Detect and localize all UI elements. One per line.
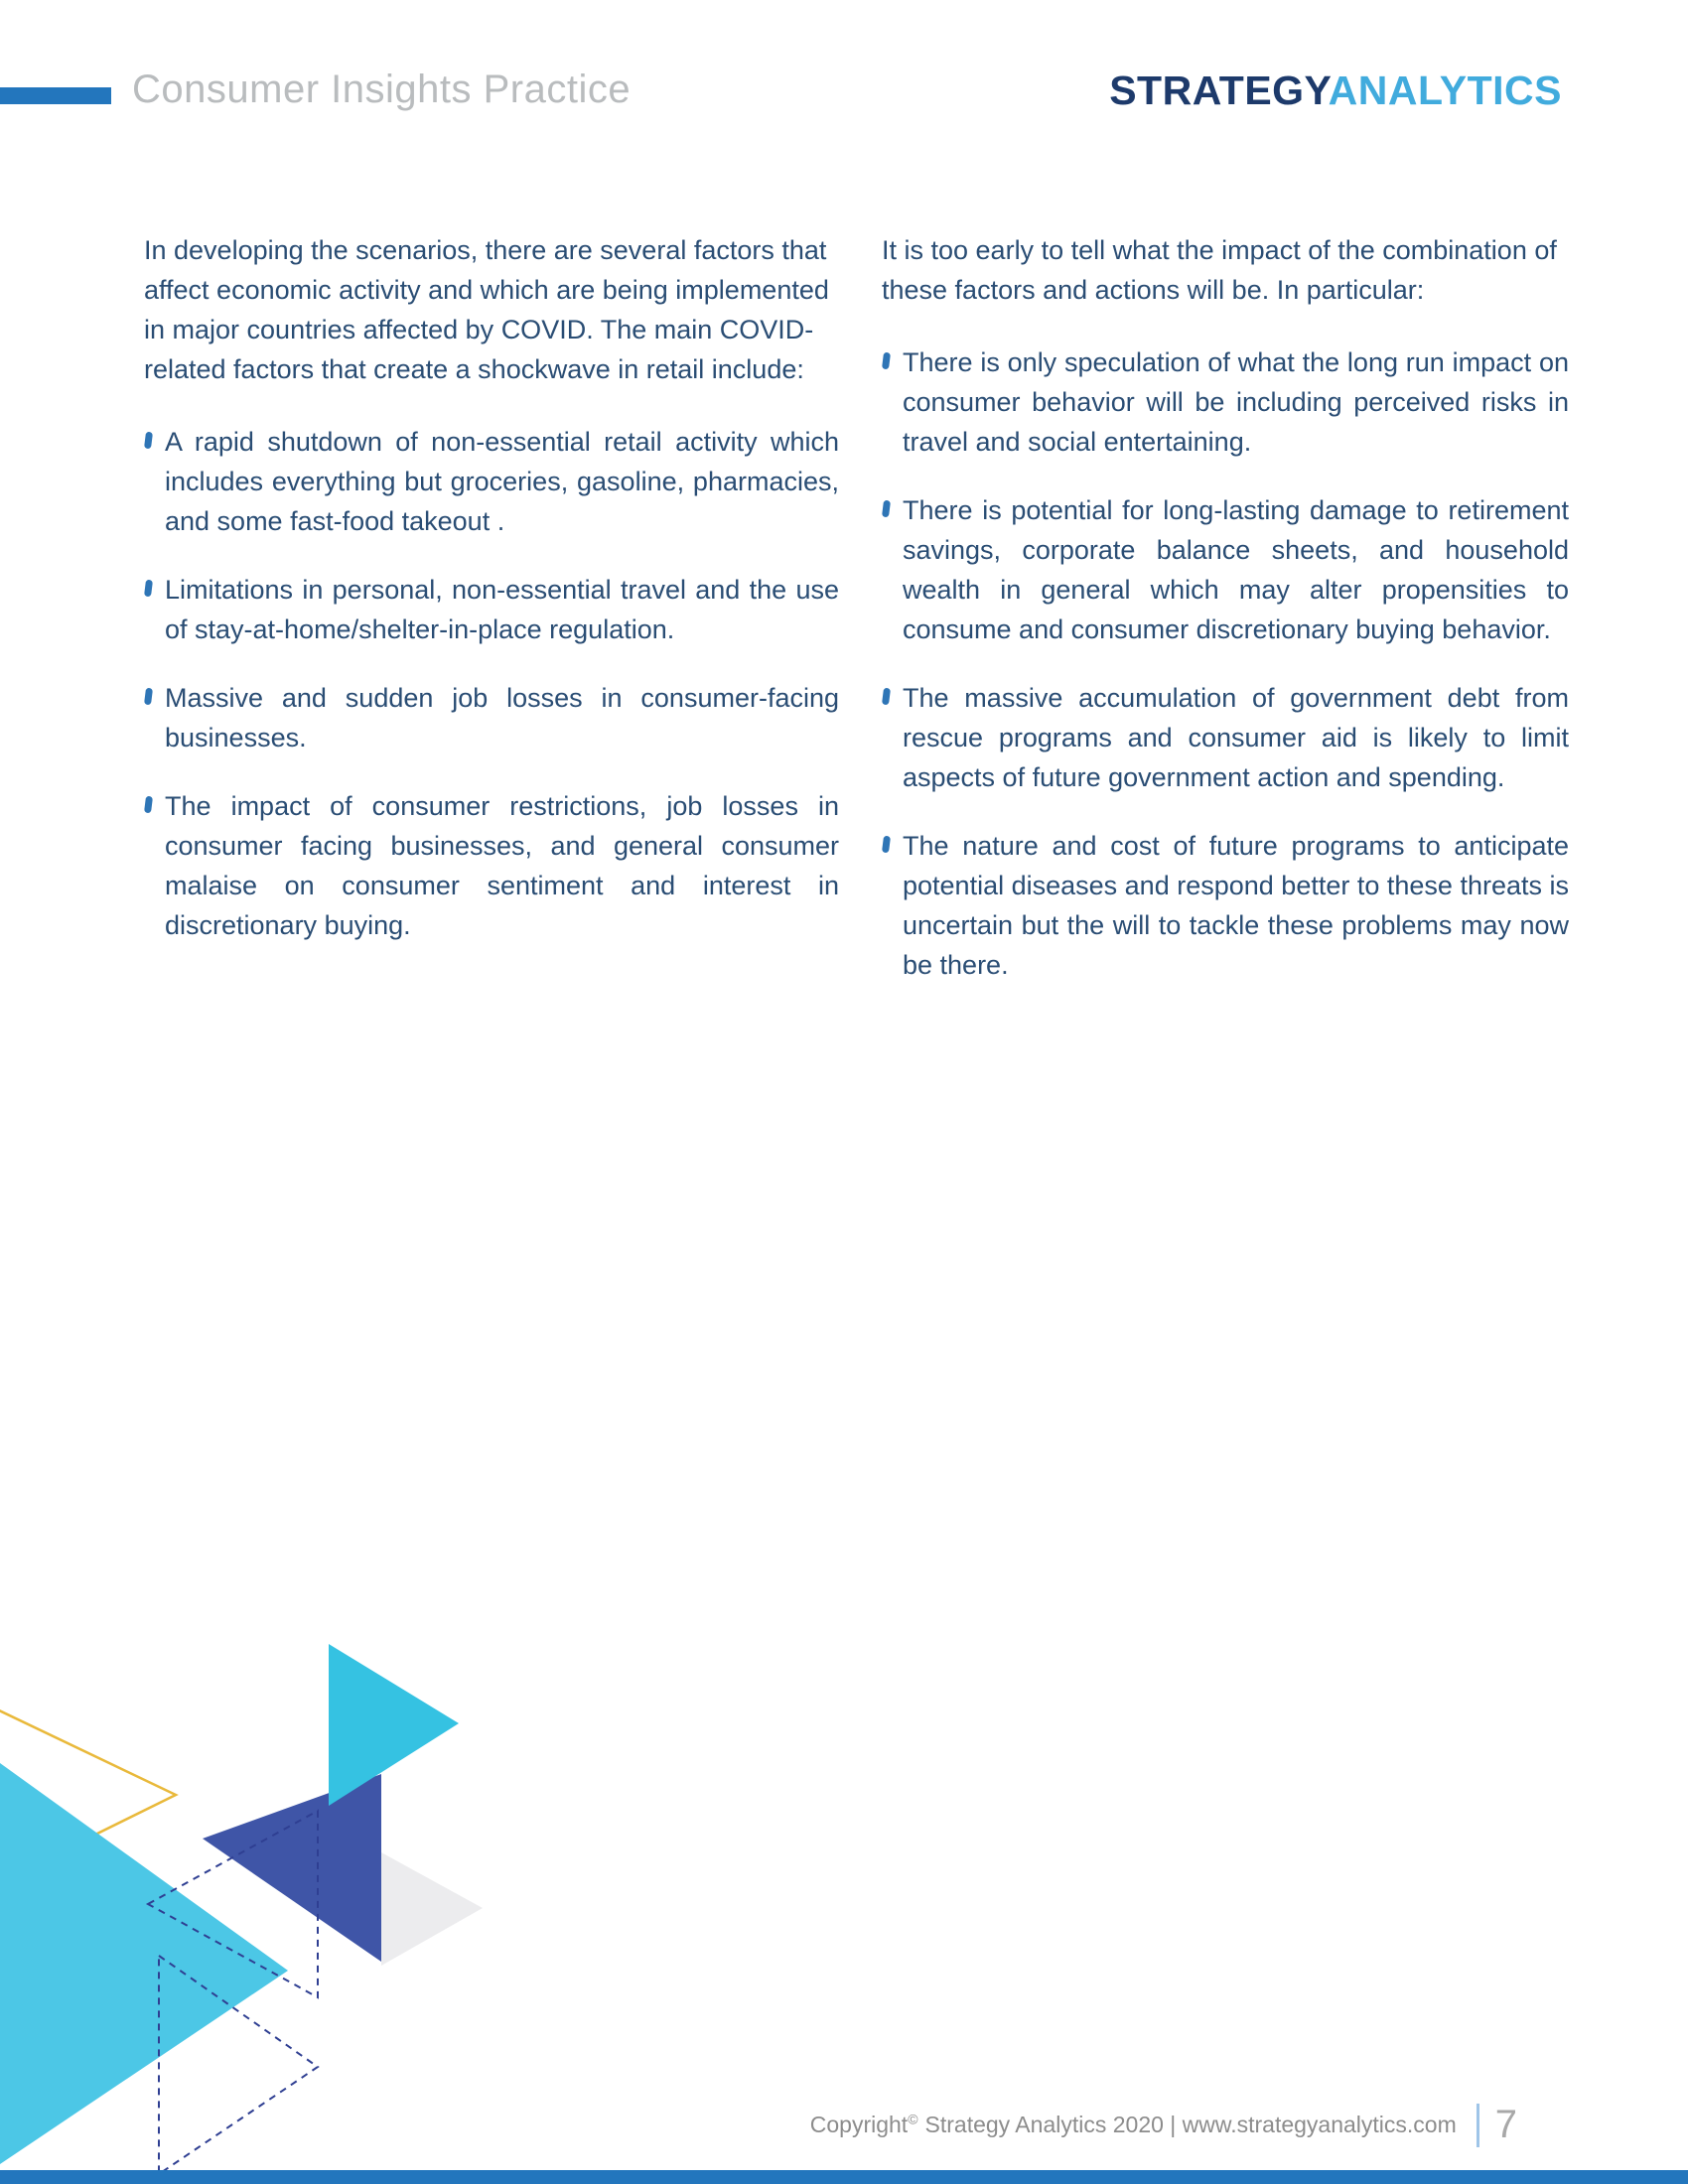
- bullet-text: Limitations in personal, non-essential travel and the use of stay-at-home/shelter-in-place regulation.: [165, 575, 839, 644]
- list-item: [882, 490, 1569, 649]
- bullet-text: A rapid shutdown of non-essential retail activity which includes everything but groceries, gasoline, pharmacies, and some fast-food takeout .: [165, 427, 839, 536]
- bottom-accent-bar: [0, 2170, 1688, 2184]
- list-item: [882, 342, 1569, 462]
- list-item: [144, 422, 839, 541]
- bullet-icon: [144, 678, 165, 718]
- triangle-cyan-large-icon: [0, 1763, 288, 2164]
- page-number: 7: [1494, 2103, 1517, 2146]
- list-item: [882, 826, 1569, 985]
- list-item: [144, 786, 839, 945]
- bullet-text: The nature and cost of future programs to anticipate potential diseases and respond better to these threats is uncertain but the will to tackle these problems may now be there.: [903, 831, 1569, 980]
- decorative-triangles: [0, 1628, 516, 2184]
- header-practice-label: Consumer Insights Practice: [132, 68, 632, 111]
- list-item: [144, 678, 839, 757]
- bullet-icon: [144, 786, 165, 826]
- copyright-text: [810, 2112, 1457, 2138]
- bullet-text: Massive and sudden job losses in consumer-facing businesses.: [165, 683, 839, 752]
- copyright-word: Copyright: [809, 2112, 909, 2137]
- triangle-gray-icon: [381, 1852, 483, 1966]
- bullet-text: The massive accumulation of government debt from rescue programs and consumer aid is likely to limit aspects of future government action and spending.: [903, 683, 1569, 792]
- right-column: [882, 230, 1569, 1014]
- bullet-icon: [144, 570, 165, 610]
- header-accent-dash: [0, 87, 111, 104]
- bullet-icon: [144, 422, 165, 462]
- logo-strategy-text: STRATEGY: [1109, 68, 1329, 113]
- logo-analytics-text: ANALYTICS: [1328, 68, 1562, 113]
- bullet-text: The impact of consumer restrictions, job losses in consumer facing businesses, and general consumer malaise on consumer sentiment and interest in discretionary buying.: [165, 791, 839, 940]
- triangle-cyan-small-icon: [329, 1644, 459, 1806]
- bullet-text: There is potential for long-lasting damage to retirement savings, corporate balance sheets, and household wealth in general which may alter propensities to consume and consumer discretionary buying behavior.: [903, 495, 1569, 644]
- page-number-separator: [1477, 2104, 1479, 2147]
- right-intro-paragraph: It is too early to tell what the impact of the combination of these factors and actions will be. In particular:: [882, 235, 1557, 305]
- bullet-icon: [882, 490, 903, 530]
- bullet-text: There is only speculation of what the long run impact on consumer behavior will be including perceived risks in travel and social entertaining.: [903, 347, 1569, 457]
- bullet-icon: [882, 342, 903, 382]
- bullet-icon: [882, 678, 903, 718]
- bullet-icon: [882, 826, 903, 866]
- page-footer: [810, 2103, 1517, 2147]
- left-intro-paragraph: In developing the scenarios, there are several factors that affect economic activity and which are being implemented in major countries affected by COVID. The main COVID-related factors that create a shockwave in retail include:: [144, 235, 829, 384]
- copyright-rest: Strategy Analytics 2020 | www.strategyanalytics.com: [924, 2112, 1457, 2137]
- copyright-symbol: ©: [908, 2111, 918, 2127]
- list-item: [144, 570, 839, 649]
- list-item: [882, 678, 1569, 797]
- left-column: [144, 230, 839, 974]
- strategy-analytics-logo: [1109, 68, 1562, 114]
